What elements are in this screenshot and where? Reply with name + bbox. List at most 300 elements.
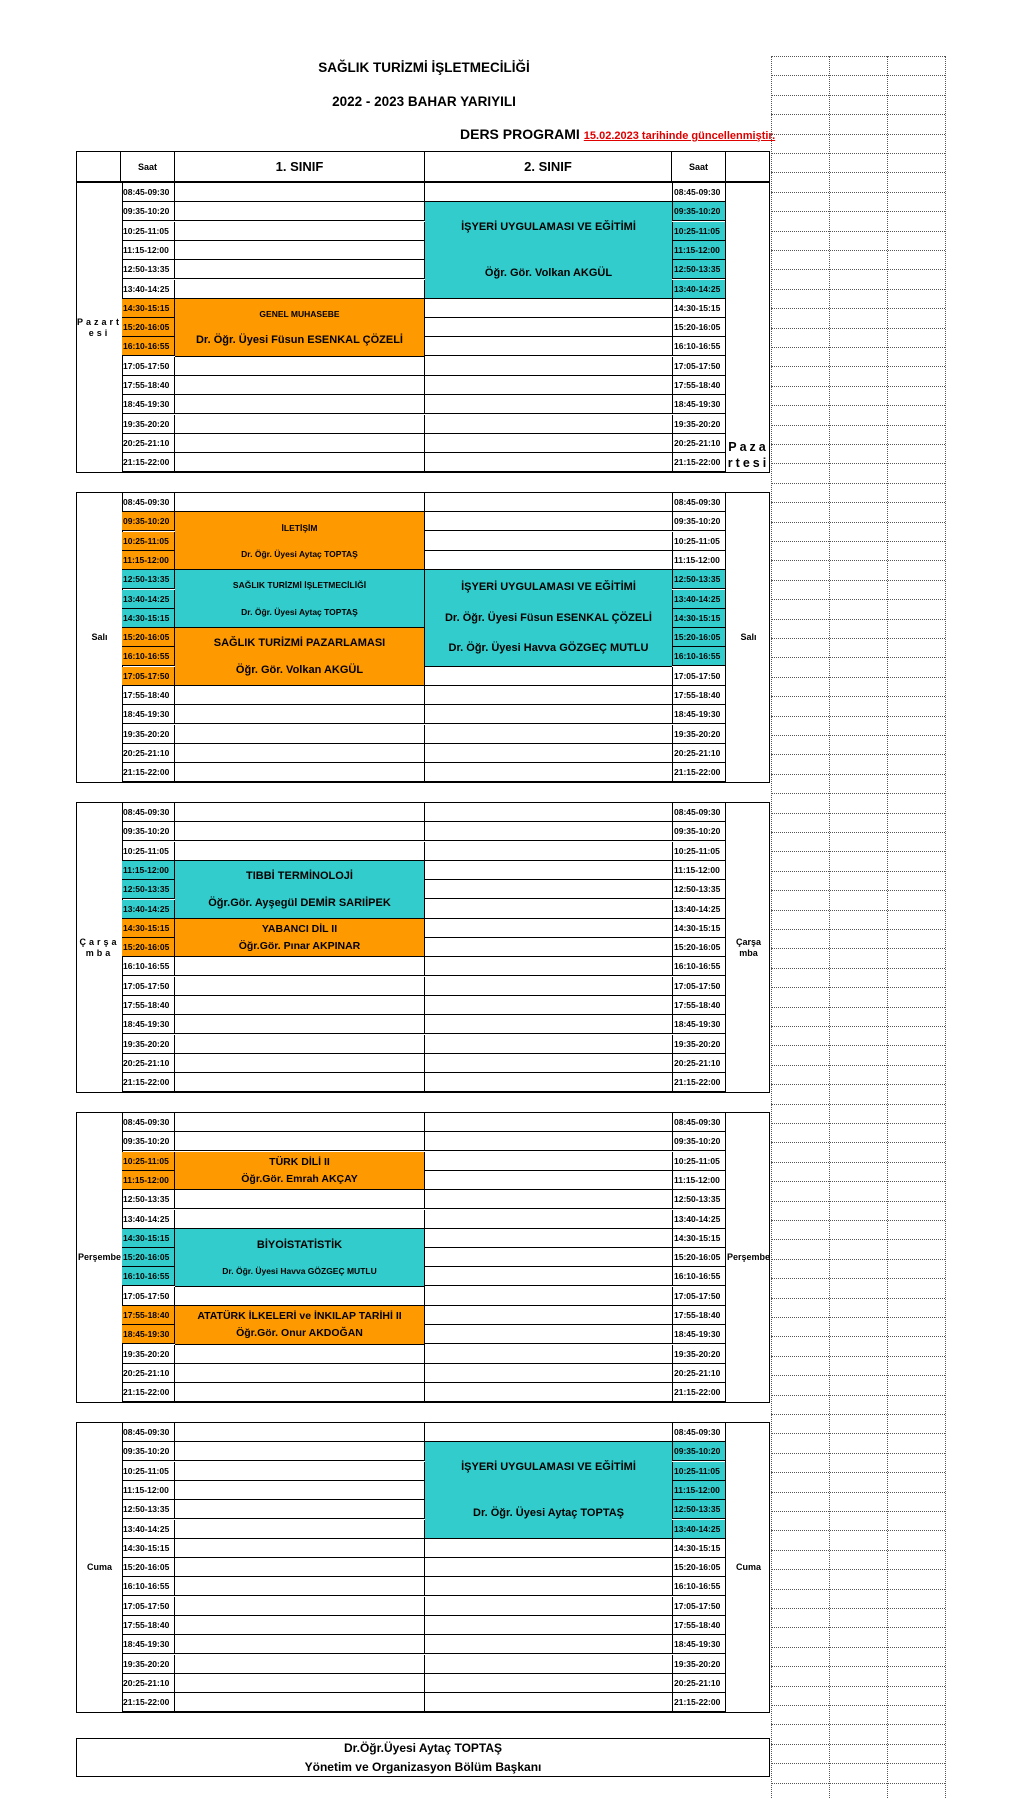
slot-class1 xyxy=(175,434,425,453)
slot-class2 xyxy=(425,1171,672,1190)
slot-class2 xyxy=(425,1113,672,1132)
time-label-right: 18:45-19:30 xyxy=(672,395,725,414)
course-instructor: Öğr. Gör. Volkan AKGÜL xyxy=(484,266,613,279)
time-label-right: 17:05-17:50 xyxy=(672,977,725,996)
title-line2: 2022 - 2023 BAHAR YARIYILI xyxy=(332,94,516,109)
time-label-right: 13:40-14:25 xyxy=(672,900,725,919)
time-label-left: 10:25-11:05 xyxy=(122,532,175,551)
grid-line xyxy=(771,1142,945,1143)
course-instructor: Dr. Öğr. Üyesi Aytaç TOPTAŞ xyxy=(241,548,358,559)
time-row xyxy=(122,1674,725,1693)
time-row xyxy=(122,1073,725,1092)
time-label-left: 17:55-18:40 xyxy=(122,1616,175,1635)
slot-class1 xyxy=(175,1462,425,1481)
time-label-left: 10:25-11:05 xyxy=(122,1462,175,1481)
grid-line xyxy=(771,1763,945,1764)
course-instructor: Öğr. Gör. Volkan AKGÜL xyxy=(235,663,364,676)
grid-line xyxy=(771,386,945,387)
course-title: SAĞLIK TURİZMİ PAZARLAMASI xyxy=(213,637,386,650)
grid-line xyxy=(771,1162,945,1163)
time-label-left: 19:35-20:20 xyxy=(122,415,175,434)
course-title: GENEL MUHASEBE xyxy=(259,308,340,319)
grid-line xyxy=(771,832,945,833)
grid-line xyxy=(771,1336,945,1337)
time-label-left: 21:15-22:00 xyxy=(122,1073,175,1092)
slot-class2 xyxy=(425,1152,672,1171)
slot-class2 xyxy=(425,822,672,841)
course-block xyxy=(175,512,425,570)
time-label-right: 21:15-22:00 xyxy=(672,1073,725,1092)
slot-class1 xyxy=(175,996,425,1015)
time-label-right: 10:25-11:05 xyxy=(672,1152,725,1171)
slot-class1 xyxy=(175,1054,425,1073)
slot-class1 xyxy=(175,1520,425,1539)
time-label-right: 19:35-20:20 xyxy=(672,1035,725,1054)
slot-class2 xyxy=(425,725,672,744)
grid-line xyxy=(771,696,945,697)
time-row xyxy=(122,763,725,782)
grid-line xyxy=(771,968,945,969)
time-row xyxy=(122,822,725,841)
time-label-left: 14:30-15:15 xyxy=(122,1539,175,1558)
course-instructor: Dr. Öğr. Üyesi Aytaç TOPTAŞ xyxy=(241,606,358,617)
grid-line xyxy=(771,405,945,406)
grid-line xyxy=(771,793,945,794)
time-row xyxy=(122,1364,725,1383)
grid-line xyxy=(771,774,945,775)
slot-class1 xyxy=(175,202,425,221)
time-row xyxy=(122,1577,725,1596)
time-label-right: 09:35-10:20 xyxy=(672,1442,725,1461)
grid-line xyxy=(771,1666,945,1667)
time-label-right: 14:30-15:15 xyxy=(672,609,725,628)
time-label-left: 21:15-22:00 xyxy=(122,1693,175,1712)
time-row xyxy=(122,183,725,202)
time-row xyxy=(122,803,725,822)
time-label-left: 10:25-11:05 xyxy=(122,1152,175,1171)
slot-class1 xyxy=(175,686,425,705)
time-row xyxy=(122,1539,725,1558)
time-label-left: 14:30-15:15 xyxy=(122,299,175,318)
course-block xyxy=(425,570,672,667)
grid-line xyxy=(771,619,945,620)
time-label-left: 16:10-16:55 xyxy=(122,1577,175,1596)
grid-line xyxy=(771,1627,945,1628)
course-instructor: Dr. Öğr. Üyesi Havva GÖZGEÇ MUTLU xyxy=(448,642,649,655)
time-label-left: 08:45-09:30 xyxy=(122,803,175,822)
time-label-left: 11:15-12:00 xyxy=(122,861,175,880)
slot-class1 xyxy=(175,1035,425,1054)
time-row xyxy=(122,493,725,512)
time-label-right: 20:25-21:10 xyxy=(672,1054,725,1073)
grid-line xyxy=(771,657,945,658)
slot-class2 xyxy=(425,1539,672,1558)
slot-class2 xyxy=(425,1073,672,1092)
time-label-right: 10:25-11:05 xyxy=(672,532,725,551)
time-label-right: 21:15-22:00 xyxy=(672,1693,725,1712)
grid-line xyxy=(771,1453,945,1454)
course-block xyxy=(175,628,425,686)
grid-line xyxy=(771,580,945,581)
course-title: İŞYERİ UYGULAMASI VE EĞİTİMİ xyxy=(461,581,636,594)
day-label-right: Cuma xyxy=(725,1423,771,1712)
slot-class2 xyxy=(425,532,672,551)
time-row xyxy=(122,1383,725,1402)
time-label-right: 15:20-16:05 xyxy=(672,318,725,337)
slot-class2 xyxy=(425,900,672,919)
time-row xyxy=(122,996,725,1015)
slot-class1 xyxy=(175,1113,425,1132)
time-label-right: 17:05-17:50 xyxy=(672,667,725,686)
time-label-right: 19:35-20:20 xyxy=(672,1345,725,1364)
grid-line xyxy=(771,1492,945,1493)
time-row xyxy=(122,376,725,395)
grid-line xyxy=(771,929,945,930)
slot-class2 xyxy=(425,880,672,899)
time-label-right: 20:25-21:10 xyxy=(672,1674,725,1693)
slot-class1 xyxy=(175,1442,425,1461)
slot-class2 xyxy=(425,551,672,570)
time-row xyxy=(122,957,725,976)
time-row xyxy=(122,1655,725,1674)
time-label-left: 19:35-20:20 xyxy=(122,725,175,744)
slot-class1 xyxy=(175,1210,425,1229)
grid-line xyxy=(771,871,945,872)
time-row xyxy=(122,705,725,724)
course-block xyxy=(175,1152,425,1191)
slot-class1 xyxy=(175,1635,425,1654)
slot-class1 xyxy=(175,705,425,724)
slot-class1 xyxy=(175,977,425,996)
time-row xyxy=(122,725,725,744)
time-label-right: 17:55-18:40 xyxy=(672,376,725,395)
slot-class1 xyxy=(175,842,425,861)
grid-line xyxy=(771,1433,945,1434)
slot-class2 xyxy=(425,1674,672,1693)
time-label-right: 14:30-15:15 xyxy=(672,1539,725,1558)
time-row xyxy=(122,415,725,434)
course-title: TIBBİ TERMİNOLOJİ xyxy=(246,870,353,883)
slot-class1 xyxy=(175,222,425,241)
day-label-left: Perşembe xyxy=(77,1113,123,1402)
time-label-right: 16:10-16:55 xyxy=(672,957,725,976)
grid-line xyxy=(771,425,945,426)
time-label-left: 10:25-11:05 xyxy=(122,222,175,241)
day-block xyxy=(76,1422,770,1713)
time-label-left: 13:40-14:25 xyxy=(122,280,175,299)
time-label-right: 12:50-13:35 xyxy=(672,1500,725,1519)
time-label-right: 17:55-18:40 xyxy=(672,1616,725,1635)
slot-class2 xyxy=(425,376,672,395)
time-row xyxy=(122,1132,725,1151)
time-row xyxy=(122,395,725,414)
time-label-right: 15:20-16:05 xyxy=(672,1558,725,1577)
slot-class1 xyxy=(175,183,425,202)
time-label-right: 13:40-14:25 xyxy=(672,590,725,609)
day-label-right: Salı xyxy=(725,493,771,782)
slot-class2 xyxy=(425,861,672,880)
time-label-left: 17:55-18:40 xyxy=(122,376,175,395)
slot-class2 xyxy=(425,299,672,318)
time-label-left: 09:35-10:20 xyxy=(122,1442,175,1461)
course-instructor: Öğr.Gör. Onur AKDOĞAN xyxy=(236,1327,363,1340)
grid-line xyxy=(829,56,830,1798)
grid-line xyxy=(771,328,945,329)
time-label-left: 11:15-12:00 xyxy=(122,1171,175,1190)
time-label-right: 08:45-09:30 xyxy=(672,493,725,512)
time-label-left: 12:50-13:35 xyxy=(122,570,175,589)
slot-class1 xyxy=(175,1693,425,1712)
time-label-left: 19:35-20:20 xyxy=(122,1655,175,1674)
slot-class1 xyxy=(175,1539,425,1558)
time-label-right: 11:15-12:00 xyxy=(672,1481,725,1500)
slot-class2 xyxy=(425,1597,672,1616)
slot-class1 xyxy=(175,1287,425,1306)
course-block xyxy=(175,861,425,919)
time-label-left: 15:20-16:05 xyxy=(122,628,175,647)
time-label-left: 08:45-09:30 xyxy=(122,183,175,202)
grid-line xyxy=(771,1084,945,1085)
time-label-right: 10:25-11:05 xyxy=(672,1462,725,1481)
time-label-left: 18:45-19:30 xyxy=(122,705,175,724)
time-label-left: 14:30-15:15 xyxy=(122,1229,175,1248)
grid-line xyxy=(771,522,945,523)
slot-class1 xyxy=(175,803,425,822)
slot-class1 xyxy=(175,493,425,512)
time-label-right: 18:45-19:30 xyxy=(672,1635,725,1654)
course-instructor: Dr. Öğr. Üyesi Füsun ESENKAL ÇÖZELİ xyxy=(195,333,403,346)
day-block xyxy=(76,492,770,783)
time-label-right: 11:15-12:00 xyxy=(672,241,725,260)
grid-line xyxy=(771,153,945,154)
time-label-left: 13:40-14:25 xyxy=(122,900,175,919)
grid-line xyxy=(771,75,945,76)
slot-class2 xyxy=(425,1423,672,1442)
time-row xyxy=(122,1597,725,1616)
course-instructor: Öğr.Gör. Pınar AKPINAR xyxy=(238,939,361,952)
grid-line xyxy=(771,1647,945,1648)
course-block xyxy=(175,1306,425,1345)
time-label-left: 14:30-15:15 xyxy=(122,919,175,938)
time-label-right: 17:05-17:50 xyxy=(672,1287,725,1306)
grid-line xyxy=(771,1356,945,1357)
slot-class2 xyxy=(425,996,672,1015)
grid-line xyxy=(771,444,945,445)
grid-line xyxy=(771,851,945,852)
time-label-right: 13:40-14:25 xyxy=(672,1520,725,1539)
course-instructor: Dr. Öğr. Üyesi Füsun ESENKAL ÇÖZELİ xyxy=(444,611,652,624)
time-label-right: 19:35-20:20 xyxy=(672,415,725,434)
time-label-left: 13:40-14:25 xyxy=(122,1520,175,1539)
time-label-right: 09:35-10:20 xyxy=(672,1132,725,1151)
time-label-right: 16:10-16:55 xyxy=(672,647,725,666)
grid-line xyxy=(771,114,945,115)
time-label-right: 14:30-15:15 xyxy=(672,299,725,318)
slot-class1 xyxy=(175,1481,425,1500)
grid-line xyxy=(771,1589,945,1590)
grid-line xyxy=(771,1278,945,1279)
time-label-left: 17:55-18:40 xyxy=(122,996,175,1015)
slot-class2 xyxy=(425,1345,672,1364)
time-label-right: 12:50-13:35 xyxy=(672,260,725,279)
time-label-right: 15:20-16:05 xyxy=(672,1248,725,1267)
header-saat-right: Saat xyxy=(671,151,726,182)
program-label: DERS PROGRAMI xyxy=(460,126,580,142)
time-row xyxy=(122,1423,725,1442)
grid-line xyxy=(771,1375,945,1376)
grid-line xyxy=(771,1705,945,1706)
time-label-right: 18:45-19:30 xyxy=(672,1325,725,1344)
time-label-left: 11:15-12:00 xyxy=(122,1481,175,1500)
slot-class2 xyxy=(425,1655,672,1674)
time-label-right: 18:45-19:30 xyxy=(672,705,725,724)
time-label-right: 14:30-15:15 xyxy=(672,919,725,938)
grid-line xyxy=(771,269,945,270)
time-label-left: 09:35-10:20 xyxy=(122,822,175,841)
table-header xyxy=(76,151,770,182)
slot-class1 xyxy=(175,1364,425,1383)
slot-class2 xyxy=(425,1210,672,1229)
time-label-right: 09:35-10:20 xyxy=(672,202,725,221)
time-label-right: 17:05-17:50 xyxy=(672,357,725,376)
slot-class1 xyxy=(175,1383,425,1402)
time-label-left: 13:40-14:25 xyxy=(122,1210,175,1229)
slot-class1 xyxy=(175,1674,425,1693)
course-title: ATATÜRK İLKELERİ ve İNKILAP TARİHİ II xyxy=(197,1310,402,1323)
slot-class2 xyxy=(425,1132,672,1151)
time-label-left: 15:20-16:05 xyxy=(122,318,175,337)
time-label-left: 11:15-12:00 xyxy=(122,551,175,570)
day-label-left: Çarşa mba xyxy=(77,803,123,1092)
grid-line xyxy=(887,56,888,1798)
grid-line xyxy=(771,347,945,348)
time-label-right: 16:10-16:55 xyxy=(672,1267,725,1286)
grid-line xyxy=(771,1026,945,1027)
time-label-right: 17:05-17:50 xyxy=(672,1597,725,1616)
slot-class2 xyxy=(425,744,672,763)
time-label-left: 15:20-16:05 xyxy=(122,1248,175,1267)
time-label-left: 11:15-12:00 xyxy=(122,241,175,260)
slot-class2 xyxy=(425,803,672,822)
slot-class2 xyxy=(425,1306,672,1325)
time-label-right: 16:10-16:55 xyxy=(672,1577,725,1596)
course-instructor: Öğr.Gör. Ayşegül DEMİR SARIİPEK xyxy=(208,896,391,909)
slot-class1 xyxy=(175,822,425,841)
time-label-left: 20:25-21:10 xyxy=(122,1364,175,1383)
time-row xyxy=(122,842,725,861)
course-title: BİYOİSTATİSTİK xyxy=(256,1238,343,1251)
grid-line xyxy=(771,56,772,1798)
day-block xyxy=(76,802,770,1093)
footer-name: Dr.Öğr.Üyesi Aytaç TOPTAŞ xyxy=(343,1740,503,1755)
slot-class2 xyxy=(425,919,672,938)
grid-line xyxy=(771,1181,945,1182)
slot-class2 xyxy=(425,1267,672,1286)
day-block xyxy=(76,182,770,473)
time-row xyxy=(122,977,725,996)
time-label-right: 15:20-16:05 xyxy=(672,628,725,647)
header-empty-right xyxy=(725,151,770,182)
time-label-left: 18:45-19:30 xyxy=(122,395,175,414)
grid-line xyxy=(771,463,945,464)
time-label-left: 13:40-14:25 xyxy=(122,590,175,609)
time-row xyxy=(122,1616,725,1635)
day-label-left: Pazart esi xyxy=(77,183,123,472)
grid-line xyxy=(771,308,945,309)
time-label-right: 11:15-12:00 xyxy=(672,1171,725,1190)
grid-line xyxy=(771,1472,945,1473)
time-row xyxy=(122,1113,725,1132)
course-instructor: Öğr.Gör. Emrah AKÇAY xyxy=(241,1172,358,1185)
time-label-right: 11:15-12:00 xyxy=(672,551,725,570)
time-row xyxy=(122,686,725,705)
time-label-right: 20:25-21:10 xyxy=(672,744,725,763)
time-label-right: 13:40-14:25 xyxy=(672,280,725,299)
course-title: SAĞLIK TURİZMİ İŞLETMECİLİĞİ xyxy=(232,580,367,591)
course-block xyxy=(175,299,425,357)
grid-line xyxy=(771,366,945,367)
grid-line xyxy=(771,192,945,193)
time-label-right: 16:10-16:55 xyxy=(672,337,725,356)
time-label-left: 16:10-16:55 xyxy=(122,957,175,976)
time-label-left: 17:05-17:50 xyxy=(122,357,175,376)
slot-class2 xyxy=(425,1364,672,1383)
slot-class2 xyxy=(425,415,672,434)
time-label-left: 08:45-09:30 xyxy=(122,1423,175,1442)
grid-line xyxy=(771,502,945,503)
footer-role: Yönetim ve Organizasyon Bölüm Başkanı xyxy=(304,1759,542,1774)
slot-class2 xyxy=(425,318,672,337)
grid-line xyxy=(771,987,945,988)
grid-line xyxy=(771,754,945,755)
time-row xyxy=(122,1558,725,1577)
grid-line xyxy=(771,677,945,678)
grid-line xyxy=(771,541,945,542)
grid-line xyxy=(771,56,945,57)
slot-class2 xyxy=(425,512,672,531)
slot-class2 xyxy=(425,763,672,782)
course-block xyxy=(175,1229,425,1287)
time-label-left: 14:30-15:15 xyxy=(122,609,175,628)
time-row xyxy=(122,1345,725,1364)
time-row xyxy=(122,453,725,472)
grid-line xyxy=(771,1724,945,1725)
slot-class1 xyxy=(175,1655,425,1674)
course-title: İŞYERİ UYGULAMASI VE EĞİTİMİ xyxy=(461,221,636,234)
slot-class1 xyxy=(175,415,425,434)
time-label-left: 17:05-17:50 xyxy=(122,1287,175,1306)
slot-class2 xyxy=(425,705,672,724)
header-class1: 1. SINIF xyxy=(174,151,425,182)
header-empty-left xyxy=(76,151,121,182)
time-label-right: 20:25-21:10 xyxy=(672,434,725,453)
grid-line xyxy=(771,1608,945,1609)
grid-line xyxy=(771,1395,945,1396)
time-row xyxy=(122,1190,725,1209)
slot-class1 xyxy=(175,1616,425,1635)
time-label-left: 19:35-20:20 xyxy=(122,1035,175,1054)
grid-line xyxy=(771,134,945,135)
slot-class2 xyxy=(425,1035,672,1054)
footer-signature xyxy=(76,1738,770,1777)
grid-line xyxy=(771,948,945,949)
slot-class1 xyxy=(175,744,425,763)
slot-class1 xyxy=(175,241,425,260)
slot-class1 xyxy=(175,1500,425,1519)
slot-class1 xyxy=(175,280,425,299)
time-label-left: 16:10-16:55 xyxy=(122,337,175,356)
slot-class2 xyxy=(425,1325,672,1344)
